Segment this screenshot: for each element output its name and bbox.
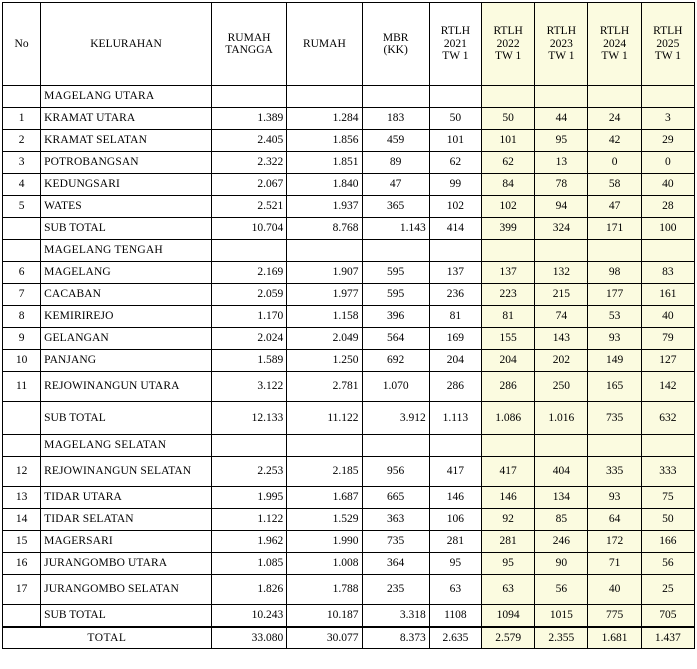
row-no: 8 <box>3 306 41 328</box>
header-rtlh-2023-line1: RTLH <box>546 25 577 38</box>
header-rtlh-2021-line3: TW 1 <box>442 50 469 63</box>
table-row <box>3 350 695 372</box>
row-y2021: 169 <box>429 328 481 350</box>
row-no: 12 <box>3 457 41 487</box>
row-y2021: 99 <box>429 174 481 196</box>
row-y2022: 223 <box>482 284 535 306</box>
row-y2025: 50 <box>641 509 694 531</box>
header-rumah-tangga <box>211 3 286 86</box>
table-row <box>3 372 695 402</box>
header-rtlh-2025 <box>641 3 694 86</box>
header-rtlh-2025-line1: RTLH <box>653 25 683 38</box>
group-name: MAGELANG SELATAN <box>41 435 212 457</box>
group-y2021-cell <box>429 86 481 108</box>
group-y2022-cell <box>482 86 535 108</box>
subtotal-y2024: 171 <box>588 218 641 240</box>
group-y2023-cell <box>535 435 588 457</box>
row-y2025: 0 <box>641 152 694 174</box>
header-rtlh-2021-line1: RTLH <box>440 25 471 38</box>
row-kelurahan: JURANGOMBO UTARA <box>41 553 212 575</box>
subtotal-y2023: 324 <box>535 218 588 240</box>
group-mbr-cell <box>362 240 429 262</box>
row-no: 7 <box>3 284 41 306</box>
row-rumah-tangga: 1.389 <box>211 108 286 130</box>
row-kelurahan: PANJANG <box>41 350 212 372</box>
group-y2023-cell <box>535 86 588 108</box>
row-y2023: 78 <box>535 174 588 196</box>
row-y2021: 102 <box>429 196 481 218</box>
total-mbr: 8.373 <box>362 627 429 649</box>
row-y2025: 79 <box>641 328 694 350</box>
subtotal-row <box>3 605 695 627</box>
row-y2021: 106 <box>429 509 481 531</box>
header-mbr-line2: (KK) <box>383 44 408 56</box>
table-row <box>3 328 695 350</box>
row-kelurahan: KEMIRIREJO <box>41 306 212 328</box>
table-row <box>3 108 695 130</box>
header-rtlh-2022 <box>482 3 535 86</box>
row-y2023: 56 <box>535 575 588 605</box>
row-mbr: 396 <box>362 306 429 328</box>
group-rumah-tangga-cell <box>211 86 286 108</box>
row-rumah-tangga: 2.521 <box>211 196 286 218</box>
header-rtlh-2024-line2: 2024 <box>603 37 627 50</box>
row-y2023: 95 <box>535 130 588 152</box>
row-y2022: 50 <box>482 108 535 130</box>
group-y2024-cell <box>588 86 641 108</box>
row-y2021: 101 <box>429 130 481 152</box>
row-y2025: 75 <box>641 487 694 509</box>
row-rumah: 1.158 <box>287 306 362 328</box>
subtotal-y2021: 1108 <box>429 605 481 627</box>
row-rumah-tangga: 2.024 <box>211 328 286 350</box>
header-mbr <box>362 3 429 86</box>
header-rtlh-2022-line1: RTLH <box>493 25 523 38</box>
row-kelurahan: TIDAR SELATAN <box>41 509 212 531</box>
row-y2025: 25 <box>641 575 694 605</box>
row-no: 4 <box>3 174 41 196</box>
row-y2024: 172 <box>588 531 641 553</box>
row-y2022: 286 <box>482 372 535 402</box>
row-mbr: 365 <box>362 196 429 218</box>
row-rumah-tangga: 2.253 <box>211 457 286 487</box>
subtotal-mbr: 3.318 <box>362 605 429 627</box>
subtotal-label: SUB TOTAL <box>41 218 212 240</box>
row-mbr: 692 <box>362 350 429 372</box>
row-rumah-tangga: 1.085 <box>211 553 286 575</box>
row-y2022: 81 <box>482 306 535 328</box>
row-y2025: 83 <box>641 262 694 284</box>
row-y2021: 95 <box>429 553 481 575</box>
group-y2021-cell <box>429 240 481 262</box>
row-rumah: 1.907 <box>287 262 362 284</box>
row-no: 17 <box>3 575 41 605</box>
row-y2022: 137 <box>482 262 535 284</box>
header-rtlh-2023-line2: 2023 <box>549 37 573 50</box>
row-y2021: 281 <box>429 531 481 553</box>
row-kelurahan: KRAMAT UTARA <box>41 108 212 130</box>
subtotal-row <box>3 218 695 240</box>
row-y2024: 64 <box>588 509 641 531</box>
row-y2025: 56 <box>641 553 694 575</box>
row-y2022: 95 <box>482 553 535 575</box>
row-mbr: 183 <box>362 108 429 130</box>
row-no: 16 <box>3 553 41 575</box>
row-y2024: 47 <box>588 196 641 218</box>
row-y2023: 74 <box>535 306 588 328</box>
row-y2022: 155 <box>482 328 535 350</box>
group-y2021-cell <box>429 435 481 457</box>
header-mbr-line1: MBR <box>382 31 409 44</box>
subtotal-rumah: 8.768 <box>287 218 362 240</box>
header-rumah: RUMAH <box>287 3 362 86</box>
total-y2022: 2.579 <box>482 627 535 649</box>
spreadsheet-sheet <box>0 2 697 669</box>
row-y2022: 417 <box>482 457 535 487</box>
header-rumah-tangga-line2: TANGGA <box>225 44 273 56</box>
row-y2024: 177 <box>588 284 641 306</box>
subtotal-y2025: 632 <box>641 402 694 435</box>
row-rumah: 1.990 <box>287 531 362 553</box>
subtotal-rumah-tangga: 10.243 <box>211 605 286 627</box>
header-rtlh-2023 <box>535 3 588 86</box>
row-y2022: 146 <box>482 487 535 509</box>
header-rtlh-2023-line3: TW 1 <box>548 50 575 63</box>
subtotal-y2022: 1.086 <box>482 402 535 435</box>
row-y2024: 40 <box>588 575 641 605</box>
row-mbr: 47 <box>362 174 429 196</box>
row-mbr: 956 <box>362 457 429 487</box>
subtotal-y2024: 775 <box>588 605 641 627</box>
subtotal-y2021: 414 <box>429 218 481 240</box>
total-y2021: 2.635 <box>429 627 481 649</box>
table-row <box>3 487 695 509</box>
group-name: MAGELANG TENGAH <box>41 240 212 262</box>
group-y2025-cell <box>641 435 694 457</box>
group-y2022-cell <box>482 435 535 457</box>
subtotal-mbr: 1.143 <box>362 218 429 240</box>
row-kelurahan: POTROBANGSAN <box>41 152 212 174</box>
group-y2024-cell <box>588 435 641 457</box>
row-y2022: 102 <box>482 196 535 218</box>
row-rumah: 1.856 <box>287 130 362 152</box>
total-y2024: 1.681 <box>588 627 641 649</box>
row-rumah: 1.788 <box>287 575 362 605</box>
group-y2023-cell <box>535 240 588 262</box>
row-y2024: 58 <box>588 174 641 196</box>
row-rumah: 1.284 <box>287 108 362 130</box>
row-rumah-tangga: 1.589 <box>211 350 286 372</box>
row-kelurahan: WATES <box>41 196 212 218</box>
row-y2022: 62 <box>482 152 535 174</box>
row-rumah-tangga: 2.169 <box>211 262 286 284</box>
row-y2023: 132 <box>535 262 588 284</box>
row-kelurahan: GELANGAN <box>41 328 212 350</box>
row-kelurahan: TIDAR UTARA <box>41 487 212 509</box>
group-no-cell <box>3 435 41 457</box>
subtotal-no-cell <box>3 218 41 240</box>
row-y2024: 335 <box>588 457 641 487</box>
row-kelurahan: MAGELANG <box>41 262 212 284</box>
header-rtlh-2025-line2: 2025 <box>656 37 680 50</box>
row-y2024: 42 <box>588 130 641 152</box>
group-y2022-cell <box>482 240 535 262</box>
subtotal-label: SUB TOTAL <box>41 605 212 627</box>
row-y2023: 44 <box>535 108 588 130</box>
row-y2022: 84 <box>482 174 535 196</box>
row-kelurahan: KEDUNGSARI <box>41 174 212 196</box>
header-rtlh-2024 <box>588 3 641 86</box>
row-no: 2 <box>3 130 41 152</box>
subtotal-row <box>3 402 695 435</box>
row-y2021: 81 <box>429 306 481 328</box>
row-y2023: 13 <box>535 152 588 174</box>
subtotal-rumah: 10.187 <box>287 605 362 627</box>
table-row <box>3 553 695 575</box>
row-y2025: 142 <box>641 372 694 402</box>
row-y2025: 127 <box>641 350 694 372</box>
row-y2025: 40 <box>641 306 694 328</box>
row-mbr: 235 <box>362 575 429 605</box>
table-row <box>3 152 695 174</box>
row-y2025: 28 <box>641 196 694 218</box>
row-y2022: 63 <box>482 575 535 605</box>
table-row <box>3 174 695 196</box>
row-no: 1 <box>3 108 41 130</box>
row-rumah-tangga: 1.995 <box>211 487 286 509</box>
row-rumah-tangga: 1.122 <box>211 509 286 531</box>
subtotal-y2022: 399 <box>482 218 535 240</box>
table-row <box>3 575 695 605</box>
row-y2021: 137 <box>429 262 481 284</box>
row-no: 14 <box>3 509 41 531</box>
row-no: 9 <box>3 328 41 350</box>
row-y2023: 250 <box>535 372 588 402</box>
row-y2021: 62 <box>429 152 481 174</box>
row-y2021: 204 <box>429 350 481 372</box>
row-rumah: 2.049 <box>287 328 362 350</box>
row-y2025: 40 <box>641 174 694 196</box>
subtotal-rumah-tangga: 12.133 <box>211 402 286 435</box>
group-rumah-cell <box>287 435 362 457</box>
table-row <box>3 262 695 284</box>
row-no: 13 <box>3 487 41 509</box>
row-rumah: 1.840 <box>287 174 362 196</box>
row-no: 5 <box>3 196 41 218</box>
row-kelurahan: REJOWINANGUN UTARA <box>41 372 212 402</box>
header-rtlh-2024-line3: TW 1 <box>601 50 628 63</box>
row-y2025: 161 <box>641 284 694 306</box>
header-rtlh-2022-line3: TW 1 <box>494 50 522 63</box>
subtotal-y2022: 1094 <box>482 605 535 627</box>
row-rumah-tangga: 1.962 <box>211 531 286 553</box>
group-header-row <box>3 240 695 262</box>
row-y2022: 92 <box>482 509 535 531</box>
row-y2022: 204 <box>482 350 535 372</box>
row-mbr: 459 <box>362 130 429 152</box>
header-rtlh-2025-line3: TW 1 <box>654 50 681 63</box>
row-y2024: 149 <box>588 350 641 372</box>
total-rumah: 30.077 <box>287 627 362 649</box>
row-rumah-tangga: 1.826 <box>211 575 286 605</box>
group-no-cell <box>3 86 41 108</box>
row-y2023: 246 <box>535 531 588 553</box>
row-no: 15 <box>3 531 41 553</box>
table-row <box>3 457 695 487</box>
row-y2024: 71 <box>588 553 641 575</box>
group-header-row <box>3 435 695 457</box>
row-no: 10 <box>3 350 41 372</box>
row-y2023: 85 <box>535 509 588 531</box>
row-y2024: 0 <box>588 152 641 174</box>
row-y2024: 93 <box>588 487 641 509</box>
row-mbr: 363 <box>362 509 429 531</box>
table-row <box>3 531 695 553</box>
subtotal-y2025: 705 <box>641 605 694 627</box>
total-y2023: 2.355 <box>535 627 588 649</box>
rtlh-data-table <box>2 2 695 649</box>
row-kelurahan: REJOWINANGUN SELATAN <box>41 457 212 487</box>
row-rumah: 1.250 <box>287 350 362 372</box>
table-row <box>3 306 695 328</box>
group-mbr-cell <box>362 435 429 457</box>
row-rumah: 1.977 <box>287 284 362 306</box>
row-no: 6 <box>3 262 41 284</box>
row-y2021: 63 <box>429 575 481 605</box>
header-rtlh-2024-line1: RTLH <box>599 25 630 38</box>
row-mbr: 595 <box>362 262 429 284</box>
subtotal-no-cell <box>3 402 41 435</box>
row-mbr: 364 <box>362 553 429 575</box>
row-y2025: 3 <box>641 108 694 130</box>
row-y2021: 236 <box>429 284 481 306</box>
row-y2024: 24 <box>588 108 641 130</box>
row-y2025: 166 <box>641 531 694 553</box>
table-body <box>3 86 695 649</box>
row-y2024: 165 <box>588 372 641 402</box>
row-no: 11 <box>3 372 41 402</box>
row-y2023: 202 <box>535 350 588 372</box>
row-y2021: 417 <box>429 457 481 487</box>
row-y2023: 143 <box>535 328 588 350</box>
group-y2025-cell <box>641 240 694 262</box>
group-rumah-cell <box>287 86 362 108</box>
row-rumah-tangga: 2.067 <box>211 174 286 196</box>
row-rumah-tangga: 2.322 <box>211 152 286 174</box>
row-no: 3 <box>3 152 41 174</box>
subtotal-y2024: 735 <box>588 402 641 435</box>
row-kelurahan: MAGERSARI <box>41 531 212 553</box>
group-rumah-tangga-cell <box>211 435 286 457</box>
table-row <box>3 509 695 531</box>
row-rumah-tangga: 2.405 <box>211 130 286 152</box>
total-label: TOTAL <box>3 627 212 649</box>
header-rumah-tangga-line1: RUMAH <box>227 31 271 44</box>
table-header <box>3 3 695 86</box>
header-rtlh-2022-line2: 2022 <box>496 37 520 50</box>
row-y2022: 281 <box>482 531 535 553</box>
header-rtlh-2021-line2: 2021 <box>443 37 467 50</box>
row-rumah-tangga: 1.170 <box>211 306 286 328</box>
subtotal-mbr: 3.912 <box>362 402 429 435</box>
row-rumah: 1.851 <box>287 152 362 174</box>
header-kelurahan: KELURAHAN <box>41 3 212 86</box>
row-rumah-tangga: 3.122 <box>211 372 286 402</box>
total-rumah-tangga: 33.080 <box>211 627 286 649</box>
subtotal-y2021: 1.113 <box>429 402 481 435</box>
row-kelurahan: JURANGOMBO SELATAN <box>41 575 212 605</box>
row-mbr: 735 <box>362 531 429 553</box>
row-y2023: 134 <box>535 487 588 509</box>
group-y2025-cell <box>641 86 694 108</box>
header-no: No <box>3 3 41 86</box>
subtotal-y2025: 100 <box>641 218 694 240</box>
grand-total-row <box>3 627 695 649</box>
table-row <box>3 196 695 218</box>
row-y2022: 101 <box>482 130 535 152</box>
table-row <box>3 130 695 152</box>
row-y2021: 146 <box>429 487 481 509</box>
row-rumah: 1.529 <box>287 509 362 531</box>
group-rumah-tangga-cell <box>211 240 286 262</box>
row-y2023: 215 <box>535 284 588 306</box>
row-mbr: 564 <box>362 328 429 350</box>
row-mbr: 1.070 <box>362 372 429 402</box>
row-y2023: 404 <box>535 457 588 487</box>
row-y2023: 90 <box>535 553 588 575</box>
subtotal-no-cell <box>3 605 41 627</box>
group-no-cell <box>3 240 41 262</box>
group-rumah-cell <box>287 240 362 262</box>
row-y2025: 29 <box>641 130 694 152</box>
total-y2025: 1.437 <box>641 627 694 649</box>
subtotal-y2023: 1.016 <box>535 402 588 435</box>
row-rumah: 1.008 <box>287 553 362 575</box>
row-y2024: 93 <box>588 328 641 350</box>
row-y2023: 94 <box>535 196 588 218</box>
row-rumah: 1.937 <box>287 196 362 218</box>
row-kelurahan: CACABAN <box>41 284 212 306</box>
row-mbr: 665 <box>362 487 429 509</box>
group-mbr-cell <box>362 86 429 108</box>
subtotal-rumah: 11.122 <box>287 402 362 435</box>
row-rumah-tangga: 2.059 <box>211 284 286 306</box>
row-mbr: 595 <box>362 284 429 306</box>
row-y2021: 50 <box>429 108 481 130</box>
row-rumah: 1.687 <box>287 487 362 509</box>
subtotal-y2023: 1015 <box>535 605 588 627</box>
group-y2024-cell <box>588 240 641 262</box>
row-y2024: 98 <box>588 262 641 284</box>
row-rumah: 2.781 <box>287 372 362 402</box>
row-y2021: 286 <box>429 372 481 402</box>
group-name: MAGELANG UTARA <box>41 86 212 108</box>
header-rtlh-2021 <box>429 3 481 86</box>
subtotal-rumah-tangga: 10.704 <box>211 218 286 240</box>
row-mbr: 89 <box>362 152 429 174</box>
row-kelurahan: KRAMAT SELATAN <box>41 130 212 152</box>
subtotal-label: SUB TOTAL <box>41 402 212 435</box>
row-y2025: 333 <box>641 457 694 487</box>
group-header-row <box>3 86 695 108</box>
row-rumah: 2.185 <box>287 457 362 487</box>
row-y2024: 53 <box>588 306 641 328</box>
table-row <box>3 284 695 306</box>
